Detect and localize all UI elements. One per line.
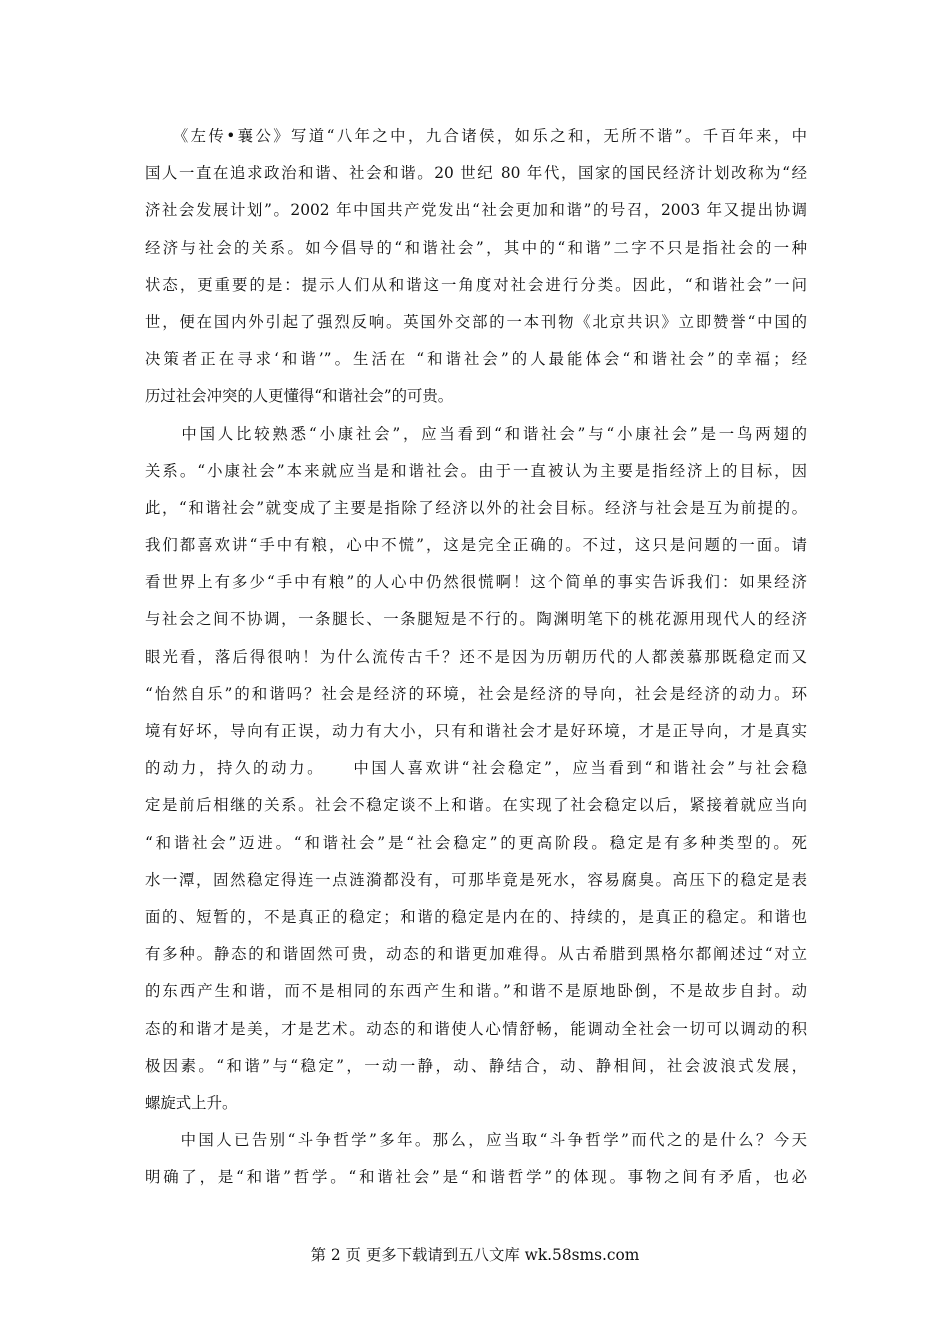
text-line: 中国人已告别“斗争哲学”多年。那么，应当取“斗争哲学”而代之的是什么？今天 (145, 1131, 807, 1150)
text-line: 状态，更重要的是：提示人们从和谐这一角度对社会进行分类。因此，“和谐社会”一问 (145, 275, 807, 294)
text-line: 历过社会冲突的人更懂得“和谐社会”的可贵。 (145, 387, 454, 406)
page-footer: 第 2 页 更多下载请到五八文库 wk.58sms.com (310, 1246, 640, 1264)
text-line: “和谐社会”迈进。“和谐社会”是“社会稳定”的更高阶段。稳定是有多种类型的。死 (145, 833, 807, 852)
text-line: 《左传•襄公》写道“八年之中，九合诸侯，如乐之和，无所不谐”。千百年来，中 (145, 127, 807, 145)
text-line: 与社会之间不协调，一条腿长、一条腿短是不行的。陶渊明笔下的桃花源用现代人的经济 (145, 610, 807, 629)
text-line: 螺旋式上升。 (145, 1093, 238, 1112)
text-line: 的东西产生和谐，而不是相同的东西产生和谐。”和谐不是原地卧倒，不是故步自封。动 (145, 982, 807, 1001)
text-line: 定是前后相继的关系。社会不稳定谈不上和谐。在实现了社会稳定以后，紧接着就应当向 (145, 796, 807, 815)
text-line: 态的和谐才是美，才是艺术。动态的和谐使人心情舒畅，能调动全社会一切可以调动的积 (145, 1019, 807, 1038)
text-line: 面的、短暂的，不是真正的稳定；和谐的稳定是内在的、持续的，是真正的稳定。和谐也 (145, 907, 807, 926)
text-line: “怡然自乐”的和谐吗？社会是经济的环境，社会是经济的导向，社会是经济的动力。环 (145, 684, 807, 703)
text-line: 有多种。静态的和谐固然可贵，动态的和谐更加难得。从古希腊到黑格尔都阐述过“对立 (145, 945, 807, 964)
text-line: 经济与社会的关系。如今倡导的“和谐社会”，其中的“和谐”二字不只是指社会的一种 (145, 238, 807, 257)
text-line: 决策者正在寻求‘和谐’”。生活在 “和谐社会”的人最能体会“和谐社会”的幸福；经 (145, 350, 807, 369)
body-text (145, 118, 807, 1196)
text-line: 极因素。“和谐”与“稳定”，一动一静，动、静结合，动、静相间，社会波浪式发展， (145, 1056, 807, 1075)
text-line: 眼光看，落后得很呐！为什么流传古千？还不是因为历朝历代的人都羡慕那既稳定而又 (145, 647, 807, 666)
text-line: 世，便在国内外引起了强烈反响。英国外交部的一本刊物《北京共识》立即赞誉“中国的 (145, 312, 807, 331)
text-line: 我们都喜欢讲“手中有粮，心中不慌”，这是完全正确的。不过，这只是问题的一面。请 (145, 536, 807, 555)
text-line: 境有好坏，导向有正误，动力有大小，只有和谐社会才是好环境，才是正导向，才是真实 (145, 722, 807, 740)
text-line: 济社会发展计划”。2002 年中国共产党发出“社会更加和谐”的号召，2003 年又提出协调 (145, 201, 807, 220)
text-line: 中国人比较熟悉“小康社会”，应当看到“和谐社会”与“小康社会”是一鸟两翅的 (145, 424, 807, 443)
text-line: 明确了，是“和谐”哲学。“和谐社会”是“和谐哲学”的体现。事物之间有矛盾，也必 (145, 1168, 807, 1187)
text-line: 看世界上有多少“手中有粮”的人心中仍然很慌啊！这个简单的事实告诉我们：如果经济 (145, 573, 807, 592)
text-line: 国人一直在追求政治和谐、社会和谐。20 世纪 80 年代，国家的国民经济计划改称为“经 (145, 164, 807, 183)
text-line: 水一潭，固然稳定得连一点涟漪都没有，可那毕竟是死水，容易腐臭。高压下的稳定是表 (145, 870, 807, 889)
text-line: 关系。“小康社会”本来就应当是和谐社会。由于一直被认为主要是指经济上的目标，因 (145, 461, 807, 480)
text-line: 的动力，持久的动力。 中国人喜欢讲“社会稳定”，应当看到“和谐社会”与社会稳 (145, 759, 807, 778)
text-line: 此，“和谐社会”就变成了主要是指除了经济以外的社会目标。经济与社会是互为前提的。 (145, 498, 807, 517)
